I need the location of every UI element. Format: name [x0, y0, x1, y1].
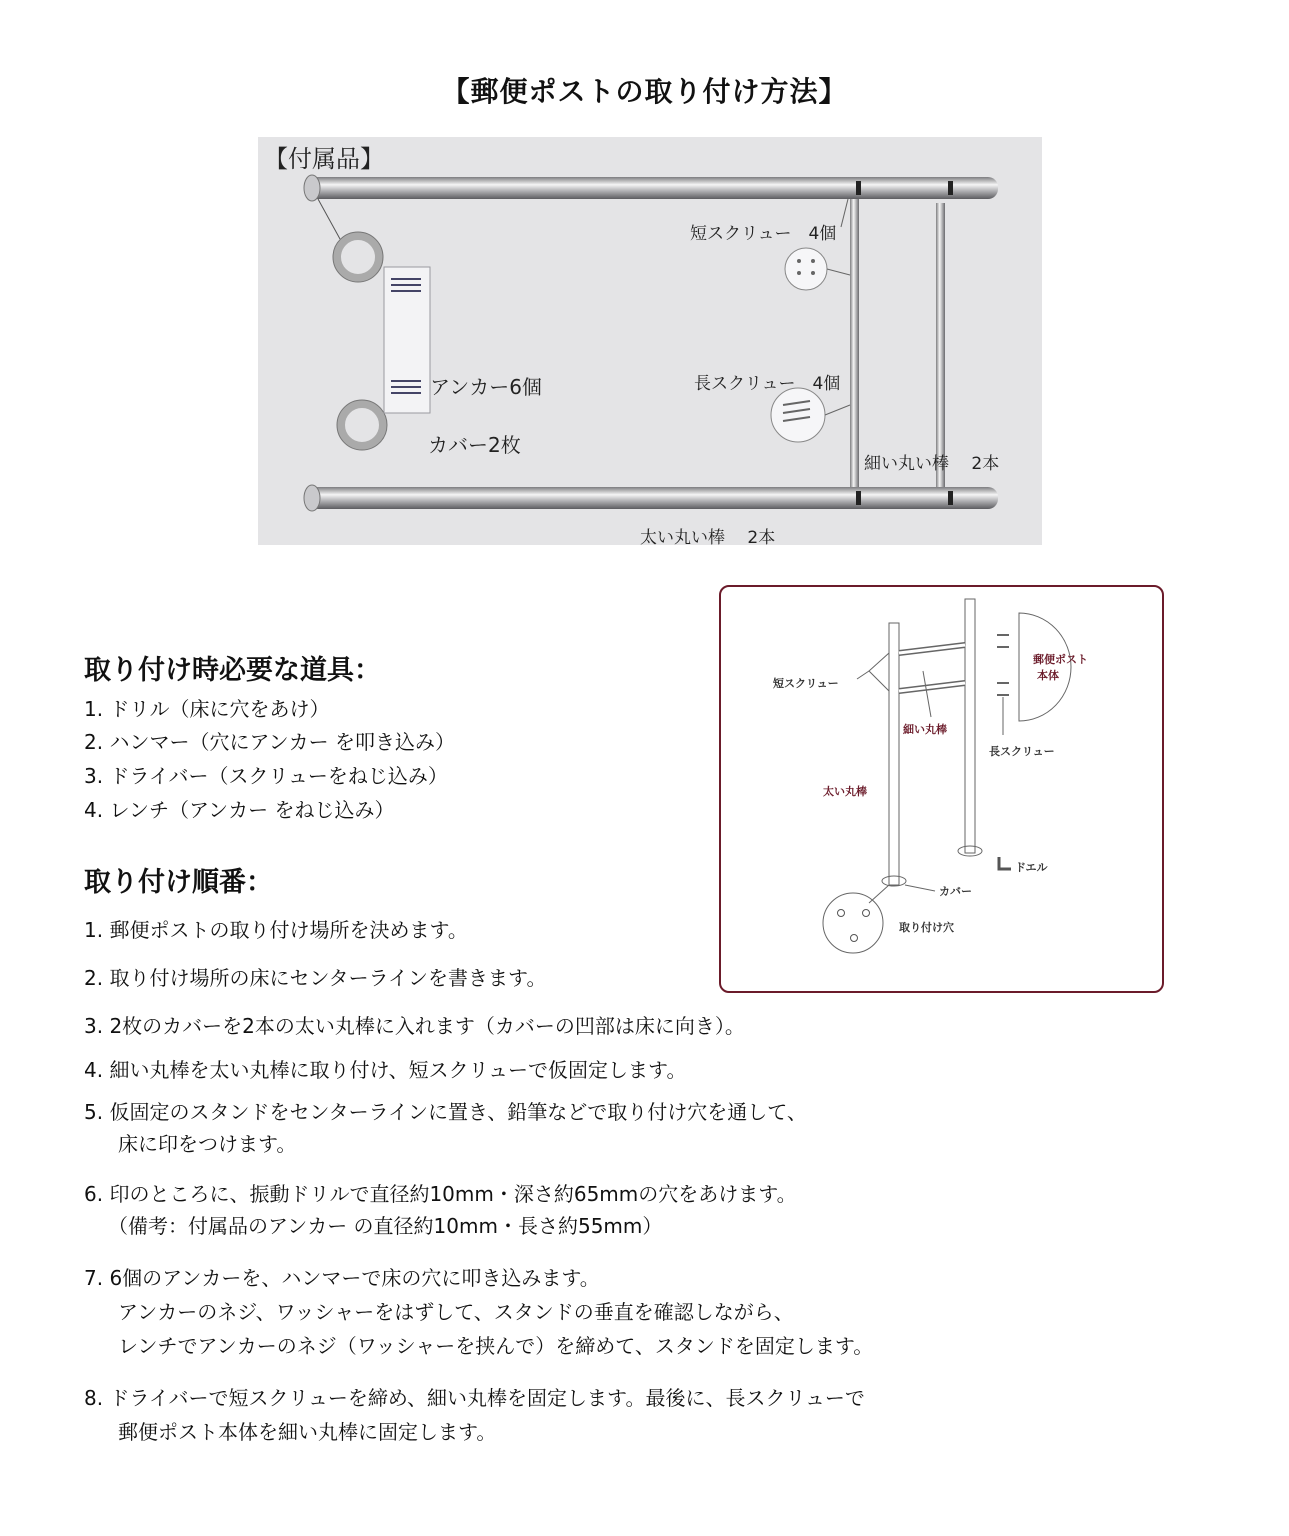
page-title: 【郵便ポストの取り付け方法】: [441, 75, 848, 108]
step-5-continued: 床に印をつけます。: [118, 1132, 297, 1156]
diagram-mount-hole-label: 取り付け穴: [899, 921, 954, 934]
tool-item: 2. ハンマー（穴にアンカー を叩き込み）: [84, 730, 455, 754]
anchor-bag: [384, 267, 430, 413]
cover-label: カバー2枚: [428, 433, 521, 457]
cover-bottom: [337, 400, 387, 450]
diagram-short-screw-label: 短スクリュー: [773, 677, 839, 690]
thin-rod-1: [850, 199, 859, 487]
thick-rod-bottom: [304, 485, 998, 511]
thick-rod-label: 太い丸い棒 2本: [640, 528, 776, 548]
step-5: 5. 仮固定のスタンドをセンターラインに置き、鉛筆などで取り付け穴を通して、: [84, 1100, 807, 1124]
accessories-photo: [258, 137, 1042, 548]
diagram-cover-label: カバー: [939, 885, 972, 898]
assembly-diagram: [719, 585, 1164, 993]
tool-item: 1. ドリル（床に穴をあけ）: [84, 697, 330, 721]
step-4: 4. 細い丸棒を太い丸棒に取り付け、短スクリューで仮固定します。: [84, 1058, 687, 1082]
tool-item: 3. ドライバー（スクリューをねじ込み）: [84, 764, 448, 788]
step-2: 2. 取り付け場所の床にセンターラインを書きます。: [84, 966, 547, 990]
step-3: 3. 2枚のカバーを2本の太い丸棒に入れます（カバーの凹部は床に向き）。: [84, 1014, 745, 1038]
thin-rod-2: [936, 203, 945, 487]
short-screw-bubble: [785, 199, 850, 290]
diagram-post-body-label-2: 本体: [1037, 669, 1059, 682]
thick-rod-top: [304, 175, 998, 201]
accessories-photo-drawing: [258, 137, 1042, 545]
step-7-continued-1: アンカーのネジ、ワッシャーをはずして、スタンドの垂直を確認しながら、: [118, 1300, 794, 1324]
accessories-heading: 【付属品】: [264, 145, 384, 173]
tool-item: 4. レンチ（アンカー をねじ込み）: [84, 798, 395, 822]
step-6: 6. 印のところに、振動ドリルで直径約10mm・深さ約65mmの穴をあけます。: [84, 1182, 797, 1206]
cover-top: [333, 232, 383, 282]
diagram-thin-rod-label: 細い丸棒: [903, 723, 947, 736]
diagram-long-screw-label: 長スクリュー: [989, 745, 1055, 758]
thin-rod-label: 細い丸い棒 2本: [864, 454, 1000, 474]
tools-heading: 取り付け時必要な道具：: [84, 655, 381, 686]
steps-heading: 取り付け順番：: [84, 867, 273, 898]
long-screw-label: 長スクリュー 4個: [694, 374, 841, 394]
diagram-post-body-label-1: 郵便ポスト: [1033, 653, 1088, 666]
step-8-continued: 郵便ポスト本体を細い丸棒に固定します。: [118, 1420, 497, 1444]
short-screw-label: 短スクリュー 4個: [690, 224, 837, 244]
anchor-label: アンカー6個: [430, 375, 542, 399]
step-6-note: （備考：付属品のアンカー の直径約10mm・長さ約55mm）: [108, 1214, 663, 1238]
diagram-dowel-label: ドエル: [1015, 861, 1048, 874]
step-1: 1. 郵便ポストの取り付け場所を決めます。: [84, 918, 468, 942]
diagram-thick-rod-label: 太い丸棒: [823, 785, 867, 798]
step-7: 7. 6個のアンカーを、ハンマーで床の穴に叩き込みます。: [84, 1266, 600, 1290]
step-7-continued-2: レンチでアンカーのネジ（ワッシャーを挟んで）を締めて、スタンドを固定します。: [118, 1334, 874, 1358]
long-screw-bubble: [771, 388, 850, 442]
step-8: 8. ドライバーで短スクリューを締め、細い丸棒を固定します。最後に、長スクリューで: [84, 1386, 865, 1410]
